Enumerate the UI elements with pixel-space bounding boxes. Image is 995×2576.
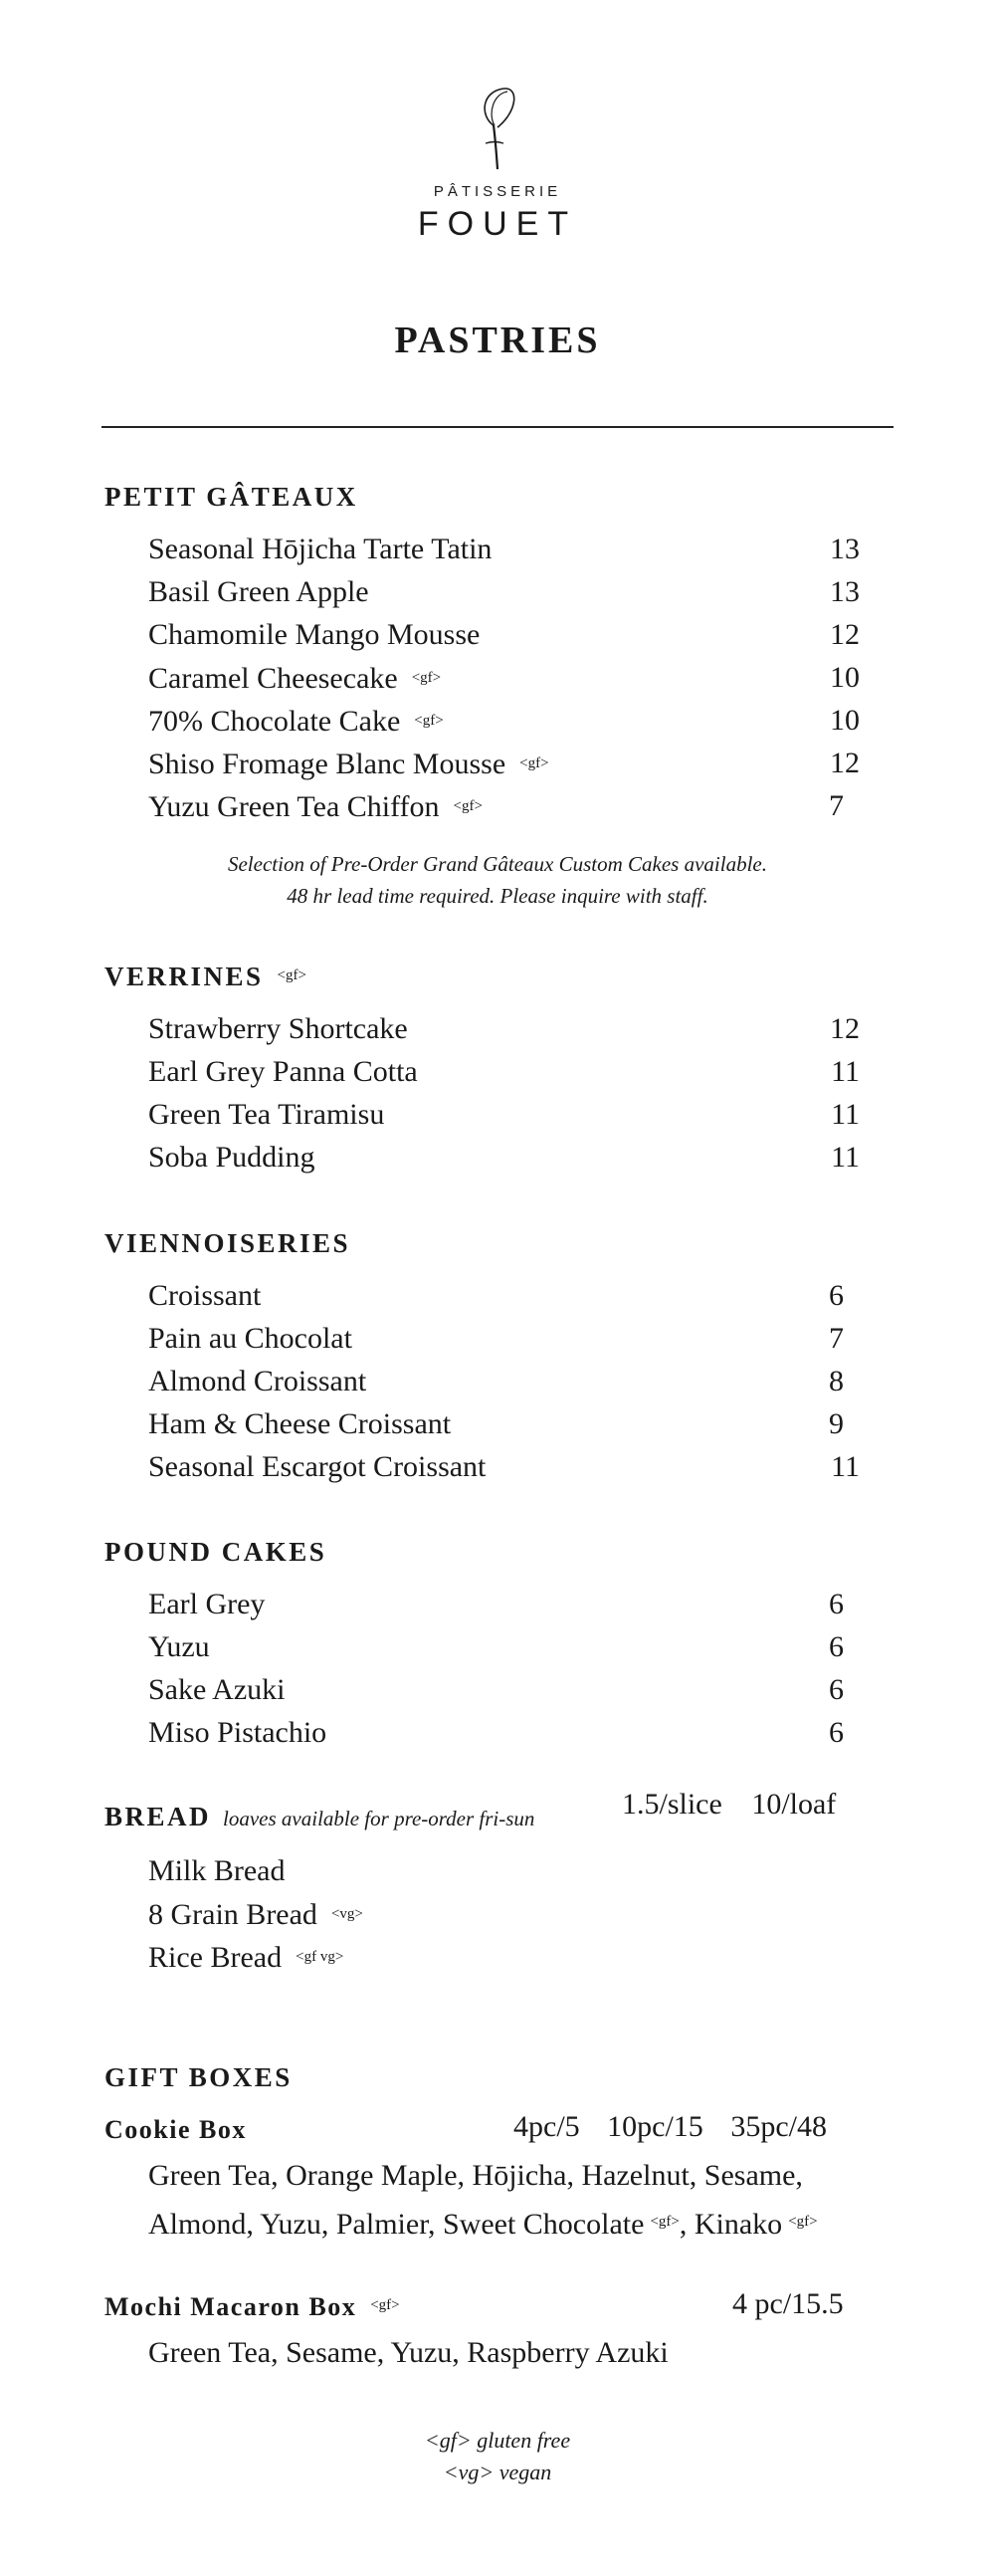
item-name: 8 Grain Bread [148, 1898, 317, 1931]
item-name: 70% Chocolate Cake [148, 705, 401, 738]
diet-tag: <gf> [277, 967, 306, 983]
item-name: Croissant [148, 1279, 262, 1312]
item-price: 10 [830, 661, 860, 694]
cookie-price-35pc: 35pc/48 [730, 2110, 827, 2143]
logo-subtitle: PÂTISSERIE [433, 183, 562, 200]
cookie-flavors-part-a: Almond, Yuzu, Palmier, Sweet Chocolate [148, 2208, 645, 2241]
legend-gluten-free: <gf> gluten free [424, 2428, 571, 2453]
diet-tag: <gf> [519, 755, 549, 771]
item-price: 12 [830, 1012, 860, 1045]
item-price: 13 [830, 533, 860, 565]
menu-item [148, 1896, 860, 1933]
item-price: 9 [829, 1407, 844, 1440]
item-price: 11 [831, 1098, 860, 1131]
menu-item [148, 617, 860, 653]
cookie-price-10pc: 10pc/15 [607, 2110, 703, 2143]
menu-item [148, 532, 860, 567]
diet-tag: <vg> [330, 1906, 363, 1922]
item-price: 11 [831, 1450, 860, 1483]
item-name: Rice Bread [148, 1941, 283, 1974]
lead-time-note: 48 hr lead time required. Please inquire with staff. [287, 884, 708, 908]
diet-tag: <gf> [650, 2214, 680, 2230]
item-price: 6 [829, 1716, 844, 1749]
legend-vegan: <vg> vegan [443, 2460, 552, 2484]
item-price: 6 [829, 1588, 844, 1620]
section-heading-bread [104, 1802, 534, 1832]
diet-tag: <gf> [411, 670, 442, 686]
page-title: PASTRIES [394, 320, 601, 361]
cookie-flavors-line-2 [148, 2199, 904, 2248]
section-heading-petit-gateaux: PETIT GÂTEAUX [104, 482, 358, 512]
item-name: Yuzu [148, 1630, 210, 1663]
mochi-box-price: 4 pc/15.5 [732, 2287, 844, 2320]
item-name: Green Tea Tiramisu [148, 1098, 385, 1131]
diet-tag: <gf> [453, 798, 483, 814]
divider [101, 426, 894, 428]
menu-item [148, 703, 860, 740]
item-name: Pain au Chocolat [148, 1322, 352, 1355]
diet-tag: <gf> [414, 713, 444, 729]
item-name: Chamomile Mango Mousse [148, 618, 481, 651]
section-heading-gift-boxes: GIFT BOXES [104, 2062, 293, 2092]
bread-prices [622, 1788, 836, 1822]
menu-item [148, 574, 860, 610]
menu-item [148, 1321, 860, 1357]
item-price: 11 [831, 1055, 860, 1088]
diet-tag: <gf> [370, 2297, 400, 2313]
menu-item [148, 1629, 860, 1665]
mochi-box-title [104, 2292, 400, 2322]
item-name: Basil Green Apple [148, 575, 369, 608]
item-price: 7 [829, 1322, 844, 1355]
menu-item [148, 1364, 860, 1399]
cookie-box-title: Cookie Box [104, 2115, 247, 2144]
verrines-heading: VERRINES [104, 962, 264, 991]
bread-preorder-note: loaves available for pre-order fri-sun [223, 1807, 535, 1830]
cookie-flavors-line-1: Green Tea, Orange Maple, Hōjicha, Hazelnut, Sesame, [148, 2159, 803, 2192]
section-heading-pound-cakes: POUND CAKES [104, 1537, 327, 1567]
menu-item [148, 1939, 860, 1976]
section-heading-viennoiseries: VIENNOISERIES [104, 1228, 351, 1258]
item-price: 10 [830, 704, 860, 737]
custom-cake-note: Selection of Pre-Order Grand Gâteaux Custom Cakes available. [227, 852, 767, 876]
cookie-box-prices [513, 2110, 827, 2144]
item-price: 6 [829, 1279, 844, 1312]
item-price: 13 [830, 575, 860, 608]
item-name: Seasonal Escargot Croissant [148, 1450, 487, 1483]
whisk-logo-icon [468, 86, 527, 171]
menu-item [148, 1278, 860, 1314]
cookie-box-flavors [148, 2152, 904, 2248]
section-heading-verrines [104, 962, 306, 992]
item-price: 12 [830, 618, 860, 651]
cookie-price-4pc: 4pc/5 [513, 2110, 580, 2143]
menu-item [148, 788, 860, 825]
item-price: 12 [830, 747, 860, 779]
mochi-box-title-text: Mochi Macaron Box [104, 2292, 357, 2321]
item-name: Soba Pudding [148, 1141, 315, 1174]
bread-price-loaf: 10/loaf [751, 1788, 837, 1821]
item-price: 11 [831, 1141, 860, 1174]
item-price: 8 [829, 1365, 844, 1397]
logo-name: FOUET [417, 205, 578, 243]
menu-item [148, 1449, 860, 1485]
item-name: Caramel Cheesecake [148, 662, 398, 695]
item-price: 6 [829, 1630, 844, 1663]
diet-tag: <gf vg> [296, 1949, 344, 1965]
cookie-flavors-part-b: , Kinako [679, 2208, 783, 2241]
item-price: 6 [829, 1673, 844, 1706]
menu-item [148, 1853, 860, 1889]
menu-item [148, 746, 860, 782]
menu-item [148, 1054, 860, 1090]
item-name: Shiso Fromage Blanc Mousse [148, 748, 506, 780]
mochi-box-flavors: Green Tea, Sesame, Yuzu, Raspberry Azuki [148, 2336, 669, 2369]
item-name: Milk Bread [148, 1854, 286, 1887]
item-name: Seasonal Hōjicha Tarte Tatin [148, 533, 493, 565]
menu-item [148, 1406, 860, 1442]
item-name: Almond Croissant [148, 1365, 367, 1397]
menu-item [148, 1097, 860, 1133]
menu-item [148, 660, 860, 697]
menu-item [148, 1715, 860, 1751]
item-name: Ham & Cheese Croissant [148, 1407, 452, 1440]
item-name: Yuzu Green Tea Chiffon [148, 790, 440, 823]
item-name: Sake Azuki [148, 1673, 286, 1706]
menu-item [148, 1140, 860, 1176]
bread-price-slice: 1.5/slice [622, 1788, 722, 1821]
menu-item [148, 1672, 860, 1708]
item-name: Earl Grey [148, 1588, 266, 1620]
item-name: Earl Grey Panna Cotta [148, 1055, 418, 1088]
diet-tag: <gf> [788, 2214, 818, 2230]
menu-item [148, 1587, 860, 1622]
item-name: Strawberry Shortcake [148, 1012, 408, 1045]
bread-heading: BREAD [104, 1802, 212, 1831]
item-name: Miso Pistachio [148, 1716, 327, 1749]
item-price: 7 [829, 789, 844, 822]
menu-item [148, 1011, 860, 1047]
